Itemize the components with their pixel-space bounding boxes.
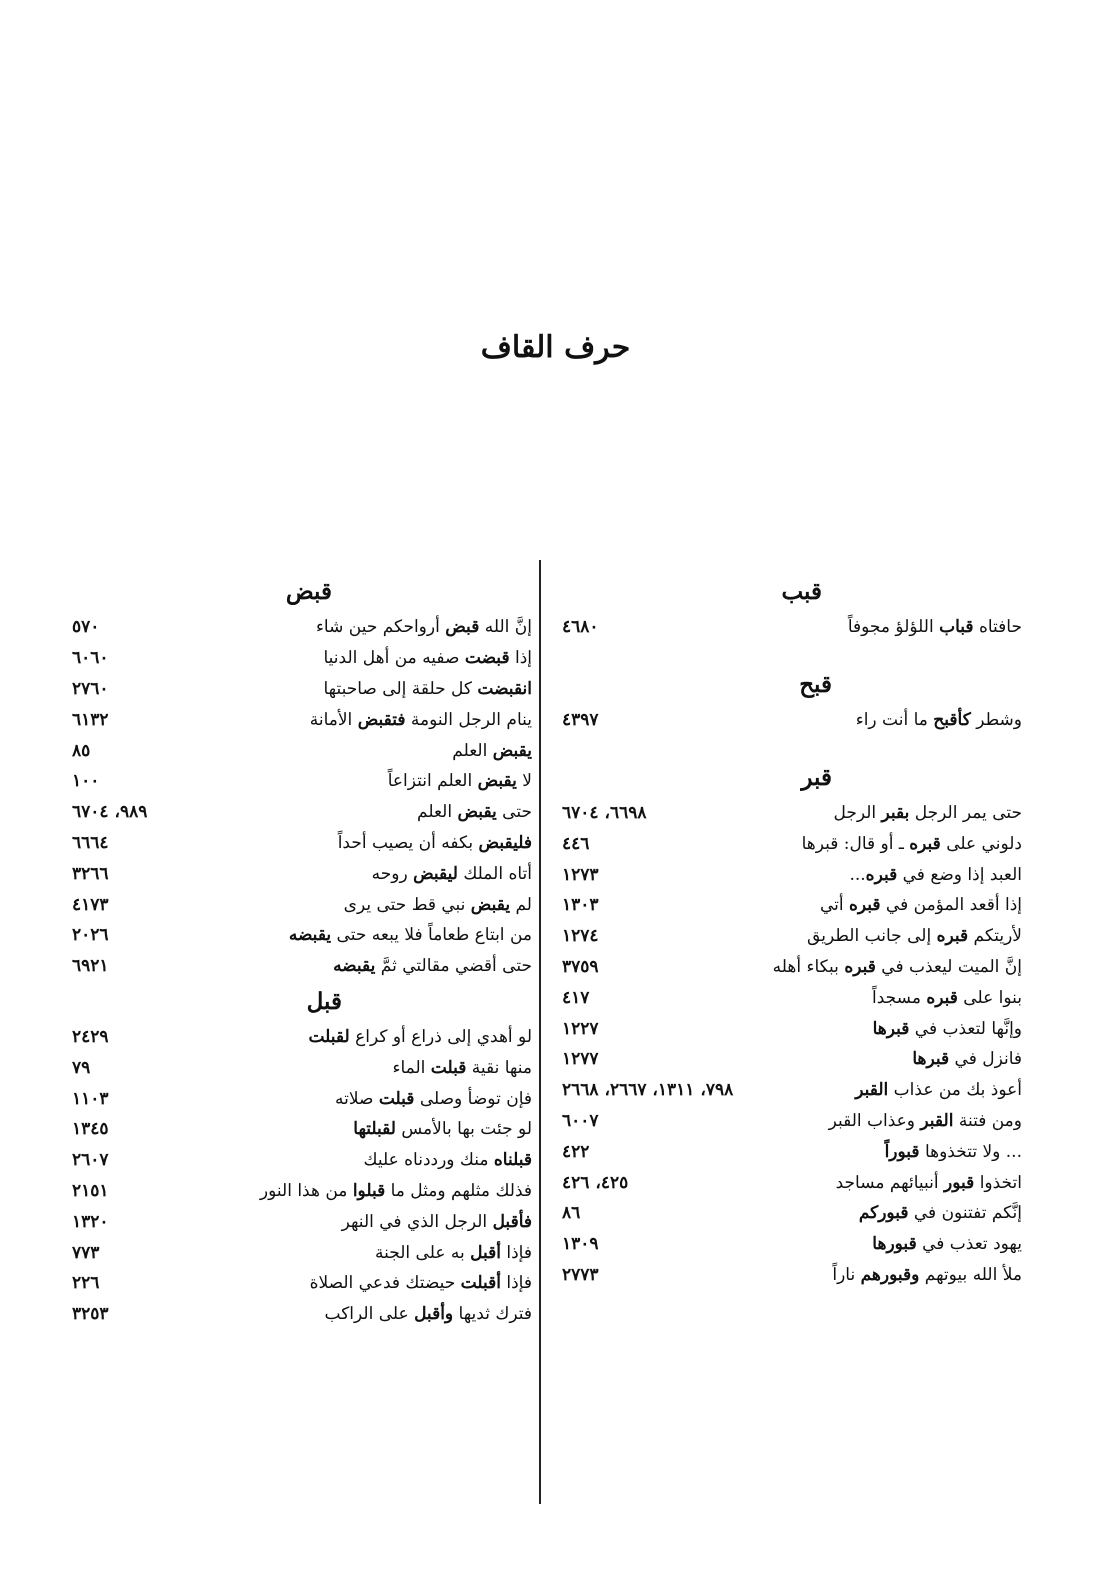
index-entry bbox=[562, 1260, 1022, 1291]
entry-fragment: فذلك مثلهم ومثل ما bbox=[385, 1180, 532, 1201]
entry-fragment: العلم انتزاعاً bbox=[387, 771, 478, 792]
entry-reference-number: ١٣٠٣ bbox=[562, 895, 599, 916]
entry-fragment: الماء bbox=[392, 1057, 431, 1078]
entry-fragment: فإذا bbox=[500, 1242, 532, 1263]
entry-reference-number: ٦٠٠٧ bbox=[562, 1110, 599, 1131]
entry-reference-number: ٧٩٨، ١٣١١، ٢٦٦٧، ٢٦٦٨ bbox=[562, 1080, 734, 1101]
entry-keyword: قبره bbox=[848, 895, 881, 916]
index-entry bbox=[72, 951, 532, 982]
entry-reference-number: ٦٩٢١ bbox=[72, 956, 109, 977]
entry-reference-number: ٣٧٥٩ bbox=[562, 956, 599, 977]
entry-text bbox=[342, 1212, 532, 1232]
entry-keyword: قبوراً bbox=[884, 1141, 920, 1162]
entry-fragment: صفيه من أهل الدنيا bbox=[323, 648, 465, 669]
index-entry bbox=[562, 1167, 1022, 1198]
entry-reference-number: ١٣٢٠ bbox=[72, 1211, 109, 1232]
entry-keyword: ليقبض bbox=[413, 863, 458, 884]
entry-text bbox=[802, 834, 1022, 854]
entry-keyword: قبورها bbox=[872, 1234, 917, 1255]
entry-reference-number: ٢٧٧٣ bbox=[562, 1264, 599, 1285]
index-entry bbox=[72, 1145, 532, 1176]
entry-keyword: كأقبح bbox=[933, 710, 971, 731]
entry-text bbox=[323, 679, 532, 699]
entry-fragment: حتى يمر الرجل bbox=[909, 802, 1022, 823]
entry-keyword: القبر bbox=[855, 1080, 889, 1101]
entry-reference-number: ٢٦٠٧ bbox=[72, 1150, 109, 1171]
entry-text bbox=[335, 1089, 532, 1109]
entry-reference-number: ٨٥ bbox=[72, 740, 91, 761]
entry-text bbox=[388, 771, 532, 791]
entry-fragment: أرواحكم حين شاء bbox=[315, 617, 446, 638]
index-entry bbox=[72, 1206, 532, 1237]
entry-reference-number: ٧٩ bbox=[72, 1057, 91, 1078]
entry-keyword: قبرها bbox=[872, 1018, 910, 1039]
index-entry bbox=[72, 889, 532, 920]
entry-fragment: فإن توضأ وصلى bbox=[414, 1088, 532, 1109]
entry-reference-number: ٦٦٦٤ bbox=[72, 832, 109, 853]
entry-keyword: قبره bbox=[865, 864, 898, 885]
entry-reference-number: ٥٧٠ bbox=[72, 617, 100, 638]
entry-keyword: قبور bbox=[944, 1172, 975, 1193]
entry-reference-number: ٤٢٢ bbox=[562, 1141, 590, 1162]
entry-text bbox=[829, 1111, 1022, 1131]
entry-fragment: ... ولا تتخذوها bbox=[919, 1141, 1022, 1162]
entry-fragment: ومن فتنة bbox=[953, 1110, 1022, 1131]
entry-keyword: قبلت bbox=[430, 1057, 467, 1078]
entry-fragment: العلم bbox=[417, 802, 458, 823]
entry-fragment: مسجداً bbox=[872, 987, 927, 1008]
entry-fragment: إنَّ الميت ليعذب في bbox=[875, 956, 1022, 977]
entry-keyword: فأقبل bbox=[492, 1211, 532, 1232]
entry-text bbox=[848, 617, 1022, 637]
entry-reference-number: ٢٠٢٦ bbox=[72, 925, 109, 946]
entry-text bbox=[310, 710, 532, 730]
entry-keyword: قبض bbox=[445, 617, 480, 638]
index-entry bbox=[72, 704, 532, 735]
entry-text bbox=[833, 803, 1022, 823]
entry-reference-number: ٣٢٦٦ bbox=[72, 863, 109, 884]
entry-fragment: حيضتك فدعي الصلاة bbox=[309, 1273, 461, 1294]
entry-reference-number: ٤٤٦ bbox=[562, 833, 590, 854]
entry-reference-number: ٤١٧ bbox=[562, 987, 590, 1008]
entry-fragment: لأريتكم bbox=[968, 926, 1022, 947]
entry-text bbox=[912, 1049, 1022, 1069]
index-entry bbox=[72, 1237, 532, 1268]
section-heading: قبب bbox=[781, 578, 822, 605]
entry-fragment: أعوذ بك من عذاب bbox=[888, 1080, 1022, 1101]
entry-keyword: أقبل bbox=[470, 1242, 501, 1263]
entry-reference-number: ١٢٢٧ bbox=[562, 1018, 599, 1039]
entry-text bbox=[372, 864, 532, 884]
entry-fragment: وشطر bbox=[970, 710, 1022, 731]
entry-fragment: من ابتاع طعاماً فلا يبعه حتى bbox=[331, 925, 532, 946]
section-heading: قبر bbox=[801, 763, 832, 791]
entry-keyword: بقبر bbox=[881, 802, 910, 823]
section-spacer bbox=[562, 736, 1022, 758]
entry-fragment: العلم bbox=[452, 740, 493, 761]
index-entry bbox=[72, 1022, 532, 1053]
entry-text bbox=[353, 1119, 532, 1139]
entry-text bbox=[872, 988, 1022, 1008]
entry-fragment: كل حلقة إلى صاحبتها bbox=[323, 678, 478, 699]
entry-keyword: يقبضه bbox=[333, 956, 376, 977]
entry-reference-number: ١٢٧٣ bbox=[562, 864, 599, 885]
entry-text bbox=[873, 1019, 1022, 1039]
entry-fragment: اللؤلؤ مجوفاً bbox=[847, 617, 940, 638]
entry-text bbox=[333, 956, 532, 976]
entry-text bbox=[324, 648, 533, 668]
entry-text bbox=[885, 1142, 1022, 1162]
index-entry bbox=[72, 1268, 532, 1299]
index-entry bbox=[72, 1299, 532, 1330]
index-entry bbox=[562, 705, 1022, 736]
index-entry bbox=[72, 797, 532, 828]
entry-text bbox=[289, 925, 532, 945]
index-entry bbox=[72, 1176, 532, 1207]
entry-keyword: قبضت bbox=[464, 648, 510, 669]
entry-fragment: نبي قط حتى يرى bbox=[343, 894, 471, 915]
index-entry bbox=[562, 1136, 1022, 1167]
index-entry bbox=[562, 1198, 1022, 1229]
entry-keyword: يقبض bbox=[470, 894, 511, 915]
entry-fragment: الرجل الذي في النهر bbox=[341, 1211, 493, 1232]
entry-fragment: حافتاه bbox=[973, 617, 1022, 638]
entry-keyword: وقبورهم bbox=[860, 1264, 920, 1285]
entry-fragment: لو جئت بها بالأمس bbox=[395, 1119, 532, 1140]
entry-reference-number: ٧٧٣ bbox=[72, 1242, 100, 1263]
entry-reference-number: ١٠٠ bbox=[72, 771, 100, 792]
entry-keyword: يقبض bbox=[492, 740, 532, 761]
entry-reference-number: ١٢٧٤ bbox=[562, 926, 599, 947]
entry-fragment: الرجل bbox=[833, 802, 882, 823]
entry-reference-number: ٣٢٥٣ bbox=[72, 1304, 109, 1325]
entry-fragment: أتي bbox=[819, 895, 849, 916]
entry-text bbox=[310, 1273, 532, 1293]
section-heading: قبح bbox=[799, 670, 832, 698]
entry-reference-number: ٢٧٦٠ bbox=[72, 678, 109, 699]
entry-fragment: إذا bbox=[509, 648, 532, 669]
index-entry bbox=[562, 1229, 1022, 1260]
index-entry bbox=[72, 920, 532, 951]
index-entry bbox=[72, 828, 532, 859]
column-divider bbox=[539, 560, 541, 1504]
entry-text bbox=[807, 926, 1022, 946]
entry-keyword: قبرها bbox=[912, 1049, 950, 1070]
entry-reference-number: ٨٦ bbox=[562, 1203, 581, 1224]
index-entry bbox=[562, 612, 1022, 643]
entry-fragment: إنَّ الله bbox=[479, 617, 532, 638]
entry-keyword: قبوركم bbox=[858, 1203, 909, 1224]
index-entry bbox=[72, 766, 532, 797]
entry-text bbox=[856, 710, 1022, 730]
entry-keyword: وأقبل bbox=[414, 1304, 454, 1325]
index-entry bbox=[562, 1044, 1022, 1075]
entry-fragment: دلوني على bbox=[940, 833, 1022, 854]
entry-text bbox=[308, 1027, 532, 1047]
right-column bbox=[562, 572, 1022, 1290]
entry-fragment: إلى جانب الطريق bbox=[807, 926, 937, 947]
entry-fragment: فترك ثديها bbox=[453, 1304, 532, 1325]
index-entry bbox=[562, 828, 1022, 859]
entry-keyword: قبره bbox=[844, 956, 876, 977]
index-entry bbox=[562, 890, 1022, 921]
entry-text bbox=[820, 895, 1022, 915]
entry-fragment: الأمانة bbox=[309, 709, 358, 730]
entry-fragment: فانزل في bbox=[949, 1049, 1022, 1070]
entry-text bbox=[859, 1203, 1022, 1223]
entry-reference-number: ٤٣٩٧ bbox=[562, 710, 599, 731]
entry-fragment: منها نقية bbox=[466, 1057, 532, 1078]
entry-fragment: منك ورددناه عليك bbox=[363, 1150, 494, 1171]
entry-keyword: قبره bbox=[909, 833, 941, 854]
entry-reference-number: ٢٤٢٩ bbox=[72, 1026, 109, 1047]
index-entry bbox=[562, 798, 1022, 829]
entry-reference-number: ٤٦٨٠ bbox=[562, 617, 599, 638]
index-entry bbox=[562, 1106, 1022, 1137]
entry-fragment: وإنَّها لتعذب في bbox=[909, 1018, 1022, 1039]
entry-fragment: بكفه أن يصيب أحداً bbox=[337, 832, 479, 853]
left-column bbox=[72, 572, 532, 1330]
entry-reference-number: ١٢٧٧ bbox=[562, 1049, 599, 1070]
entry-text bbox=[260, 1181, 532, 1201]
index-entry bbox=[72, 1052, 532, 1083]
entry-fragment: لا bbox=[516, 771, 532, 792]
entry-text bbox=[836, 1173, 1022, 1193]
entry-keyword: يقبض bbox=[477, 771, 517, 792]
index-entry bbox=[72, 858, 532, 889]
index-entry bbox=[72, 612, 532, 643]
entry-reference-number: ٦٠٦٠ bbox=[72, 648, 109, 669]
index-entry bbox=[562, 952, 1022, 983]
entry-text bbox=[849, 865, 1022, 885]
page-title: حرف القاف bbox=[480, 330, 631, 365]
entry-fragment: روحه bbox=[371, 863, 414, 884]
entry-fragment: يهود تعذب في bbox=[916, 1234, 1022, 1255]
entry-keyword: قبلوا bbox=[352, 1180, 386, 1201]
entry-keyword: لقبلتها bbox=[353, 1119, 396, 1140]
entry-text bbox=[375, 1243, 532, 1263]
entry-text bbox=[325, 1304, 532, 1324]
entry-fragment: من هذا النور bbox=[259, 1180, 353, 1201]
entry-text bbox=[417, 802, 532, 822]
entry-keyword: قبره bbox=[936, 926, 969, 947]
entry-fragment: ناراً bbox=[832, 1264, 861, 1285]
entry-text bbox=[364, 1150, 533, 1170]
entry-keyword: أقبلت bbox=[460, 1273, 501, 1294]
entry-keyword: لقبلت bbox=[308, 1026, 350, 1047]
entry-keyword: قبره bbox=[926, 987, 958, 1008]
index-entry bbox=[562, 859, 1022, 890]
entry-fragment: لم bbox=[510, 894, 532, 915]
entry-fragment: إنَّكم تفتنون في bbox=[908, 1203, 1022, 1224]
entry-keyword: القبر bbox=[920, 1110, 954, 1131]
entry-fragment: اتخذوا bbox=[974, 1172, 1022, 1193]
entry-fragment: وعذاب القبر bbox=[828, 1110, 921, 1131]
entry-keyword: يقبضه bbox=[288, 925, 332, 946]
entry-fragment: ببكاء أهله bbox=[772, 956, 845, 977]
entry-reference-number: ٩٨٩، ٦٧٠٤ bbox=[72, 802, 148, 823]
entry-fragment: به على الجنة bbox=[375, 1242, 471, 1263]
entry-reference-number: ١٣٠٩ bbox=[562, 1234, 599, 1255]
entry-text bbox=[338, 833, 532, 853]
entry-fragment: ـ أو قال: قبرها bbox=[801, 833, 910, 854]
entry-keyword: انقبضت bbox=[477, 678, 532, 699]
entry-keyword: قباب bbox=[939, 617, 974, 638]
index-entry bbox=[562, 1013, 1022, 1044]
entry-text bbox=[872, 1234, 1022, 1254]
entry-fragment: إذا أقعد المؤمن في bbox=[880, 895, 1022, 916]
entry-fragment: فإذا bbox=[500, 1273, 532, 1294]
entry-reference-number: ٦١٣٢ bbox=[72, 709, 109, 730]
entry-fragment: ينام الرجل النومة bbox=[405, 709, 532, 730]
index-entry bbox=[72, 643, 532, 674]
index-entry bbox=[72, 1083, 532, 1114]
section-spacer bbox=[562, 643, 1022, 665]
index-entry bbox=[562, 1075, 1022, 1106]
index-entry bbox=[72, 1114, 532, 1145]
index-entry bbox=[72, 674, 532, 705]
entry-text bbox=[855, 1080, 1022, 1100]
section-heading: قبل bbox=[306, 987, 342, 1015]
entry-reference-number: ٦٦٩٨، ٦٧٠٤ bbox=[562, 802, 647, 823]
entry-reference-number: ٢٢٦ bbox=[72, 1273, 100, 1294]
index-entry bbox=[72, 735, 532, 766]
entry-text bbox=[452, 741, 532, 761]
index-entry bbox=[562, 982, 1022, 1013]
entry-fragment: ... bbox=[849, 864, 866, 885]
entry-fragment: صلاته bbox=[335, 1088, 379, 1109]
entry-fragment: العبد إذا وضع في bbox=[897, 864, 1022, 885]
section-heading: قبض bbox=[285, 578, 332, 605]
entry-fragment: ما أنت راء bbox=[855, 710, 934, 731]
entry-fragment: بنوا على bbox=[957, 987, 1022, 1008]
entry-reference-number: ٢١٥١ bbox=[72, 1180, 109, 1201]
entry-fragment: أتاه الملك bbox=[457, 863, 532, 884]
entry-keyword: قبلناه bbox=[493, 1150, 532, 1171]
entry-fragment: ملأ الله بيوتهم bbox=[919, 1264, 1022, 1285]
entry-keyword: يقبض bbox=[457, 802, 497, 823]
entry-reference-number: ١٣٤٥ bbox=[72, 1119, 109, 1140]
entry-fragment: حتى أقضي مقالتي ثمَّ bbox=[375, 956, 532, 977]
entry-text bbox=[316, 617, 532, 637]
entry-fragment: أنبيائهم مساجد bbox=[835, 1172, 945, 1193]
entry-text bbox=[832, 1265, 1022, 1285]
entry-fragment: على الراكب bbox=[324, 1304, 415, 1325]
index-entry bbox=[562, 921, 1022, 952]
entry-reference-number: ٤١٧٣ bbox=[72, 894, 109, 915]
entry-fragment: لو أهدي إلى ذراع أو كراع bbox=[349, 1026, 532, 1047]
entry-fragment: حتى bbox=[496, 802, 532, 823]
entry-reference-number: ٤٢٥، ٤٢٦ bbox=[562, 1172, 629, 1193]
entry-text bbox=[773, 957, 1022, 977]
entry-keyword: فتقبض bbox=[357, 709, 406, 730]
entry-keyword: فليقبض bbox=[478, 832, 532, 853]
entry-text bbox=[392, 1058, 532, 1078]
entry-text bbox=[344, 895, 532, 915]
entry-reference-number: ١١٠٣ bbox=[72, 1088, 109, 1109]
entry-keyword: قبلت bbox=[378, 1088, 415, 1109]
